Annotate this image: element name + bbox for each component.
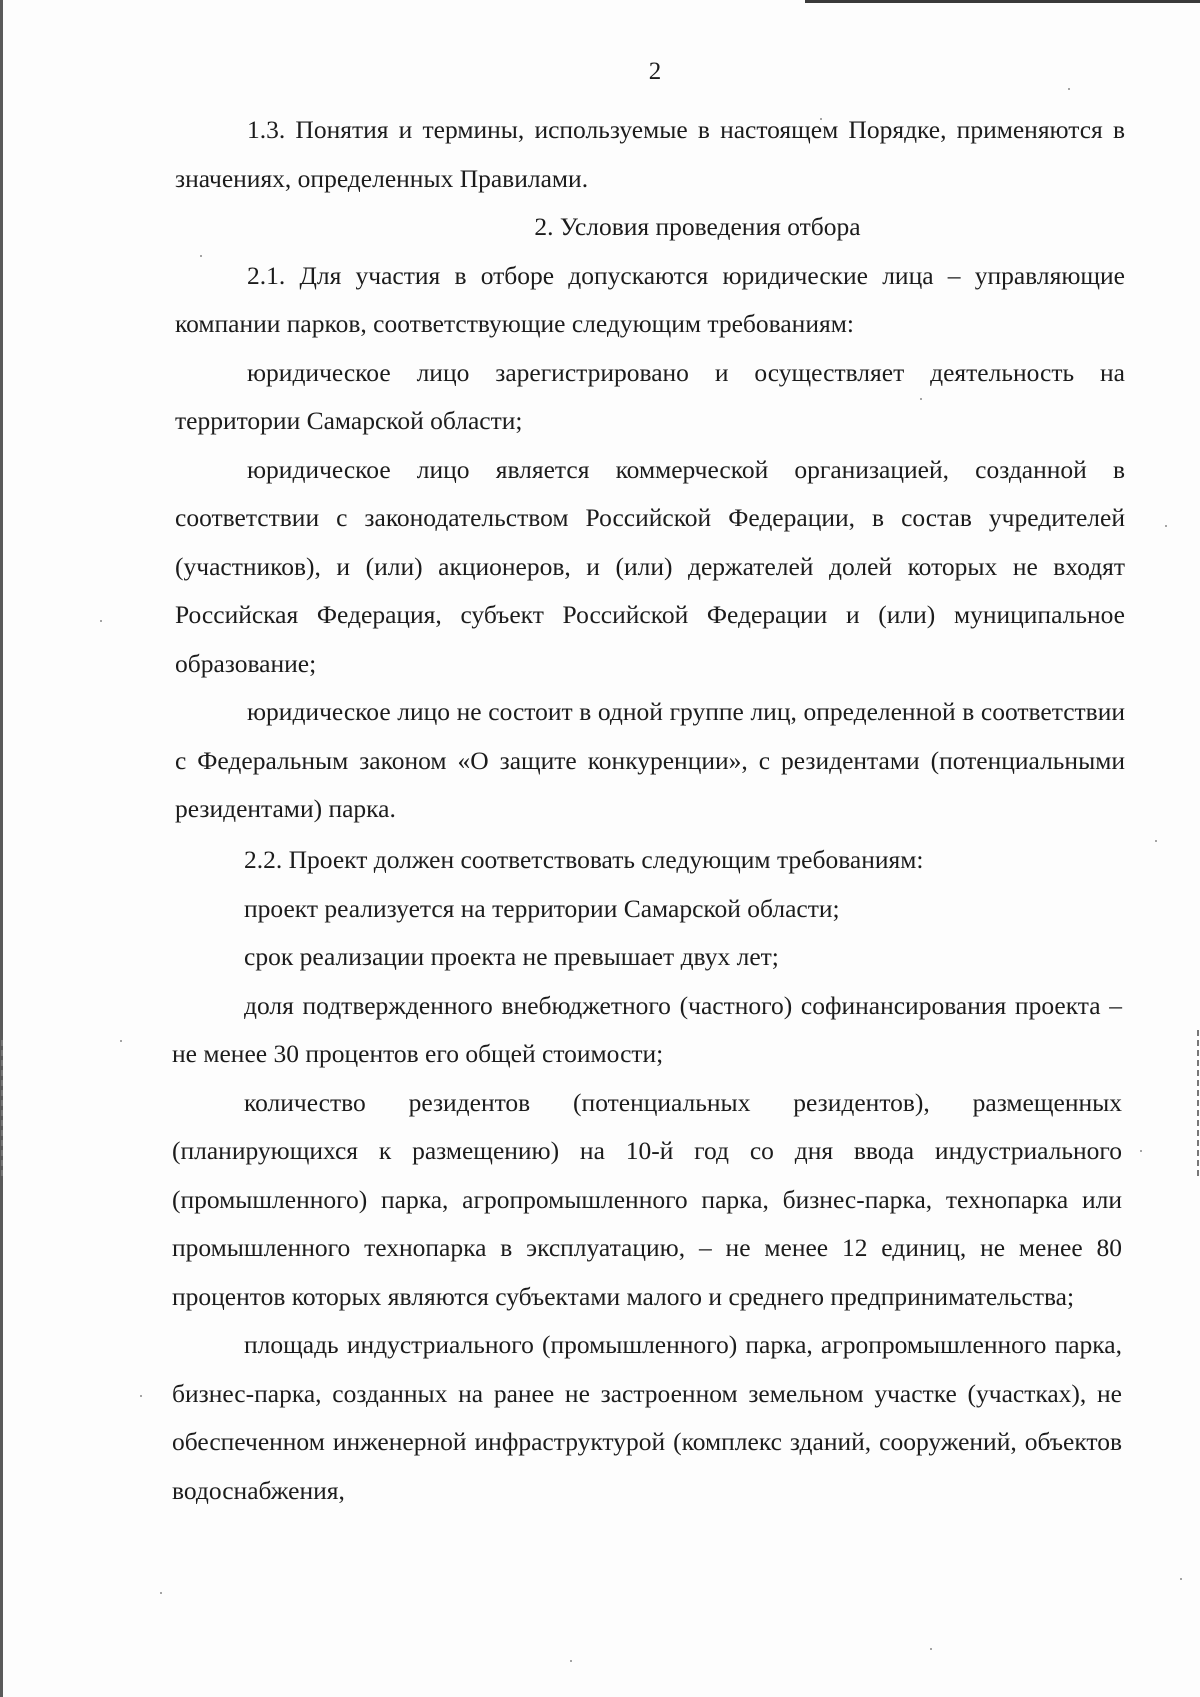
scan-artifact-right [1197,1030,1199,1180]
page-number: 2 [648,58,662,85]
scan-artifact-left [1,1040,3,1180]
paragraph-terms: 1.3. Понятия и термины, используемые в настоящем Порядке, применяются в значениях, определенных Правилами. [175,115,1125,193]
section-conditions [175,106,1125,834]
paragraph-group-of-persons: юридическое лицо не состоит в одной группе лиц, определенной в соответствии с Федеральным законом «О защите конкуренции», с резидентами (потенциальными резидентами) парка. [175,697,1125,823]
paragraph-term: срок реализации проекта не превышает двух лет; [244,942,779,971]
scan-speck [1180,1578,1182,1580]
section-project-requirements [172,836,1122,1515]
paragraph-territory: проект реализуется на территории Самарской области; [244,893,840,923]
scan-speck [1140,1150,1142,1152]
section-heading: 2. Условия проведения отбора [534,212,861,241]
scan-speck [140,1395,142,1397]
paragraph-area: площадь индустриального (промышленного) парка, агропромышленного парка, бизнес-парка, созданных на ранее не застроенном земельном участке (участках), не обеспеченном инженерной инфраструктурой (комплекс зданий, сооружений, объектов водоснабжения, [172,1330,1122,1505]
scan-speck [930,1648,932,1650]
scan-speck [570,1660,572,1662]
scan-border-left [0,0,3,1697]
scan-speck [1068,88,1070,90]
scan-speck [1165,525,1167,527]
paragraph-residents: количество резидентов (потенциальных резидентов), размещенных (планирующихся к размещению) на 10-й год со дня ввода индустриального (промышленного) парка, агропромышленного парка, бизнес-парка, технопарка или промышленного технопарка в эксплуатацию, – не менее 12 единиц, не менее 80 процентов которых являются субъектами малого и среднего предпринимательства; [172,1087,1122,1311]
scan-speck [100,620,102,622]
paragraph-registration: юридическое лицо зарегистрировано и осуществляет деятельность на территории Самарской области; [175,357,1125,435]
scan-border-top [805,0,1200,3]
scan-speck [120,1040,122,1042]
paragraph-cofinancing: доля подтвержденного внебюджетного (частного) софинансирования проекта – не менее 30 процентов его общей стоимости; [172,990,1122,1068]
paragraph-commercial-org: юридическое лицо является коммерческой организацией, созданной в соответствии с законодательством Российской Федерации, в состав учредителей (участников), и (или) акционеров, и (или) держателей долей которых не входят Российская Федерация, субъект Российской Федерации и (или) муниципальное образование; [175,454,1125,678]
scan-speck [160,1592,162,1594]
paragraph-project-requirements: 2.2. Проект должен соответствовать следующим требованиям: [244,845,924,874]
paragraph-eligibility: 2.1. Для участия в отборе допускаются юридические лица – управляющие компании парков, соответствующие следующим требованиям: [175,260,1125,338]
scan-speck [1155,840,1157,842]
